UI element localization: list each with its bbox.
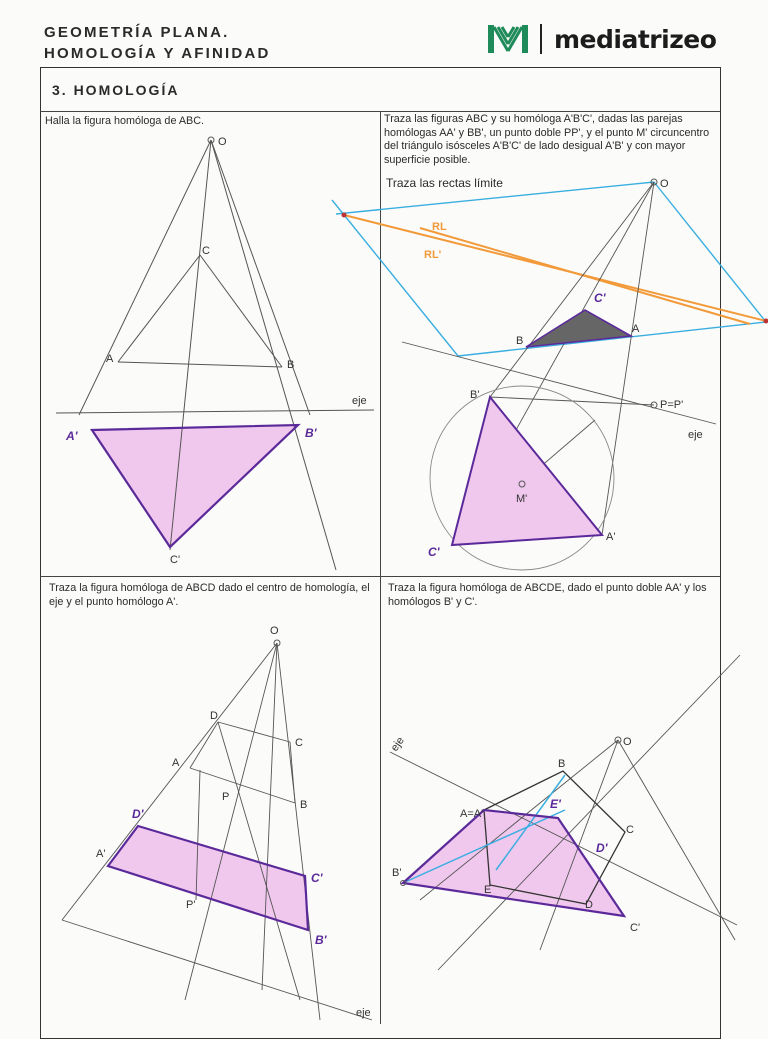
brand-name: mediatrizeo [554,25,716,54]
exercise-2-note: Traza las rectas límite [386,177,503,191]
ex4-label-e: E [484,884,491,896]
ex3-label-b-prime: B' [315,933,328,947]
ex2-label-a-prime: A' [606,531,615,543]
ex4-label-c-prime: C' [630,922,640,934]
title-line-2: HOMOLOGÍA Y AFINIDAD [44,43,271,64]
ex1-ray-ob [211,140,310,415]
section-title: 3. HOMOLOGÍA [52,82,179,98]
ex3-homologous-quad-fill [108,826,308,930]
ex2-label-m: M' [516,493,527,505]
ex3-side-cb [290,742,295,803]
ex4-label-eje: eje [389,735,407,754]
ex2-label-c-prime: C' [428,545,441,559]
ex3-label-b: B [300,799,307,811]
ex2-label-o: O [660,178,669,190]
ex4-label-b: B [558,758,565,770]
ex1-label-o: O [218,136,227,148]
ex3-label-p-prime: P' [186,899,195,911]
ex2-label-eje: eje [688,429,703,441]
ex2-label-b-prime: B' [470,389,479,401]
ex4-label-e-prime: E' [550,797,562,811]
ex4-label-o: O [623,736,632,748]
ex1-label-c: C [202,245,210,257]
ex2-label-p: P=P' [660,399,683,411]
ex2-label-b: B [516,335,523,347]
ex4-ray-1 [618,740,735,940]
ex1-ray-oa [79,140,211,415]
ex3-label-c-prime: C' [311,871,324,885]
ex1-homologous-triangle-fill [92,425,298,547]
ex1-label-c-prime: C' [170,554,180,566]
ex1-label-b: B [287,359,294,371]
ex1-side-cb [200,255,282,367]
ex3-label-p: P [222,791,229,803]
ex3-label-o: O [270,625,279,637]
exercise-3-prompt: Traza la figura homóloga de ABCD dado el centro de homología, el eje y el punto homólogo A'. [49,582,379,609]
ex1-label-a-prime: A' [65,429,79,443]
ex1-label-b-prime: B' [305,426,318,440]
exercise-4-drawing [390,655,740,970]
ex3-label-a: A [172,757,180,769]
exercise-1-prompt: Halla la figura homóloga de ABC. [45,115,375,129]
ex1-eje-line [56,410,374,413]
title-line-1: GEOMETRÍA PLANA. [44,22,271,43]
exercise-3-drawing [62,640,372,1020]
ex3-label-a-prime: A' [96,848,105,860]
ex2-eje-line [402,342,716,424]
ex4-label-c: C [626,824,634,836]
ex2-ray-oa [602,182,654,535]
ex2-label-c-prime-small: C' [594,291,607,305]
exercise-2-drawing [332,179,768,570]
exercise-2-prompt: Traza las figuras ABC y su homóloga A'B'C', dadas las parejas homólogas AA' y BB', un punto doble PP', y el punto M' circuncentro del triángulo isósceles A'B'C' de lado desigual A'B' y con mayor superficie posible. [384,113,718,167]
ex2-label-a: A [632,323,640,335]
ex2-blue-line-top [336,182,654,214]
ex3-label-d-prime: D' [132,807,145,821]
ex3-ray-3 [277,643,320,1020]
ex2-orange-point-left [342,213,347,218]
ex4-label-b-prime: B' [392,867,401,879]
ex3-side-dc [218,722,290,742]
ex4-label-d: D [585,899,593,911]
ex3-ray-4 [262,643,277,990]
ex2-label-rl: RL [432,221,447,233]
ex3-label-d: D [210,710,218,722]
ex4-label-a: A=A' [460,808,483,820]
ex3-side-ab [190,768,295,803]
ex3-side-da [190,722,218,768]
ex3-label-eje: eje [356,1007,371,1019]
exercise-4-prompt: Traza la figura homóloga de ABCDE, dado el punto doble AA' y los homólogos B' y C'. [388,582,718,609]
ex4-label-d-prime: D' [596,841,609,855]
ex1-label-a: A [106,353,114,365]
ex2-triangle-abc-prime [452,397,602,545]
exercise-3-labels [96,625,371,1019]
ex2-label-rl-prime: RL' [424,249,442,261]
ex3-label-c: C [295,737,303,749]
ex1-side-ab [118,362,282,367]
exercise-1-drawing [56,137,374,570]
ex1-label-eje: eje [352,395,367,407]
